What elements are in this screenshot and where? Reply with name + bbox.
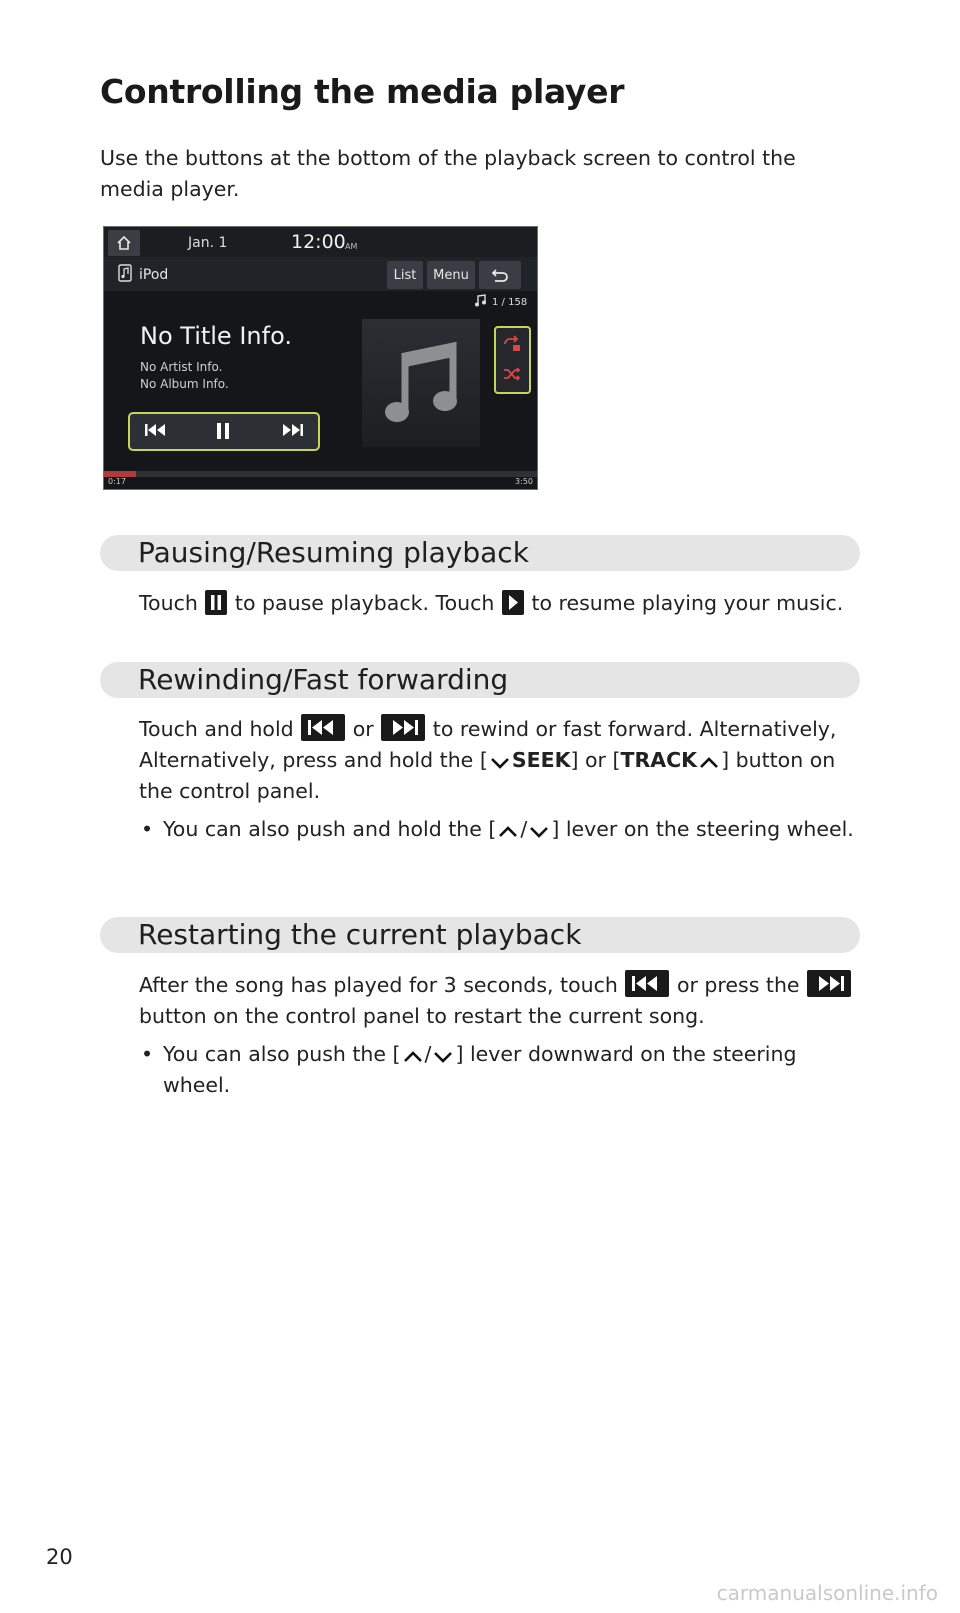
section-heading-pause: Pausing/Resuming playback (100, 535, 860, 571)
intro-text: Use the buttons at the bottom of the playback screen to control the media player. (100, 146, 796, 201)
menu-button[interactable]: Menu (427, 261, 475, 289)
artist-name: No Artist Info. (140, 360, 223, 374)
home-button[interactable] (108, 230, 140, 256)
restart-text: After the song has played for 3 seconds, touch or press the button on the control panel to restart the current song. (139, 970, 859, 1032)
restart-bullet: • You can also push the [ / ] lever downward on the steering wheel. (163, 1039, 863, 1101)
section-heading-rewind: Rewinding/Fast forwarding (100, 662, 860, 698)
rewind-text: Touch and hold or to rewind or fast forward. Alternatively, Alternatively, press and hold the [ SEEK] or [TRACK ] button on the control panel. (139, 714, 859, 807)
source-label: iPod (139, 267, 169, 283)
track-count: 1 / 158 (492, 297, 528, 308)
album-name: No Album Info. (140, 377, 229, 391)
rewind-icon (301, 714, 345, 741)
total-time: 3:50 (515, 477, 533, 486)
next-track-icon[interactable] (282, 423, 304, 437)
music-note-icon (383, 338, 459, 428)
chevron-up-icon (403, 1050, 423, 1064)
album-art (362, 319, 480, 447)
chevron-down-icon (529, 825, 549, 839)
list-button[interactable]: List (387, 261, 423, 289)
fast-forward-icon (807, 970, 851, 997)
page-number: 20 (46, 1545, 73, 1569)
date-display: Jan. 1 (188, 235, 228, 251)
back-button[interactable] (479, 261, 521, 289)
repeat-icon[interactable] (502, 335, 522, 353)
playback-controls-highlight (128, 412, 320, 451)
fast-forward-icon (381, 714, 425, 741)
music-note-icon (474, 294, 487, 307)
media-player-screenshot (103, 226, 538, 490)
section-heading-restart: Restarting the current playback (100, 917, 860, 953)
mode-buttons-highlight (494, 326, 531, 394)
shuffle-icon[interactable] (502, 366, 522, 382)
previous-track-icon[interactable] (144, 423, 166, 437)
chevron-down-icon (433, 1050, 453, 1064)
elapsed-time: 0:17 (108, 477, 126, 486)
clock-display: 12:00 (291, 231, 346, 253)
pause-icon[interactable] (216, 423, 230, 439)
rewind-bullet: • You can also push and hold the [ / ] lever on the steering wheel. (163, 814, 863, 845)
chevron-down-icon (490, 756, 510, 770)
ampm-display: AM (345, 242, 358, 251)
chevron-up-icon (498, 825, 518, 839)
rewind-icon (625, 970, 669, 997)
song-title: No Title Info. (140, 322, 292, 350)
progress-bar[interactable] (104, 471, 537, 477)
play-icon (502, 590, 524, 615)
chevron-up-icon (699, 756, 719, 770)
pause-icon (205, 590, 227, 615)
page-title: Controlling the media player (100, 72, 625, 111)
back-icon (491, 268, 509, 282)
watermark: carmanualsonline.info (716, 1581, 938, 1605)
home-icon (116, 235, 132, 251)
ipod-icon (118, 264, 132, 282)
pause-text: Touch to pause playback. Touch to resume playing your music. (139, 591, 844, 615)
